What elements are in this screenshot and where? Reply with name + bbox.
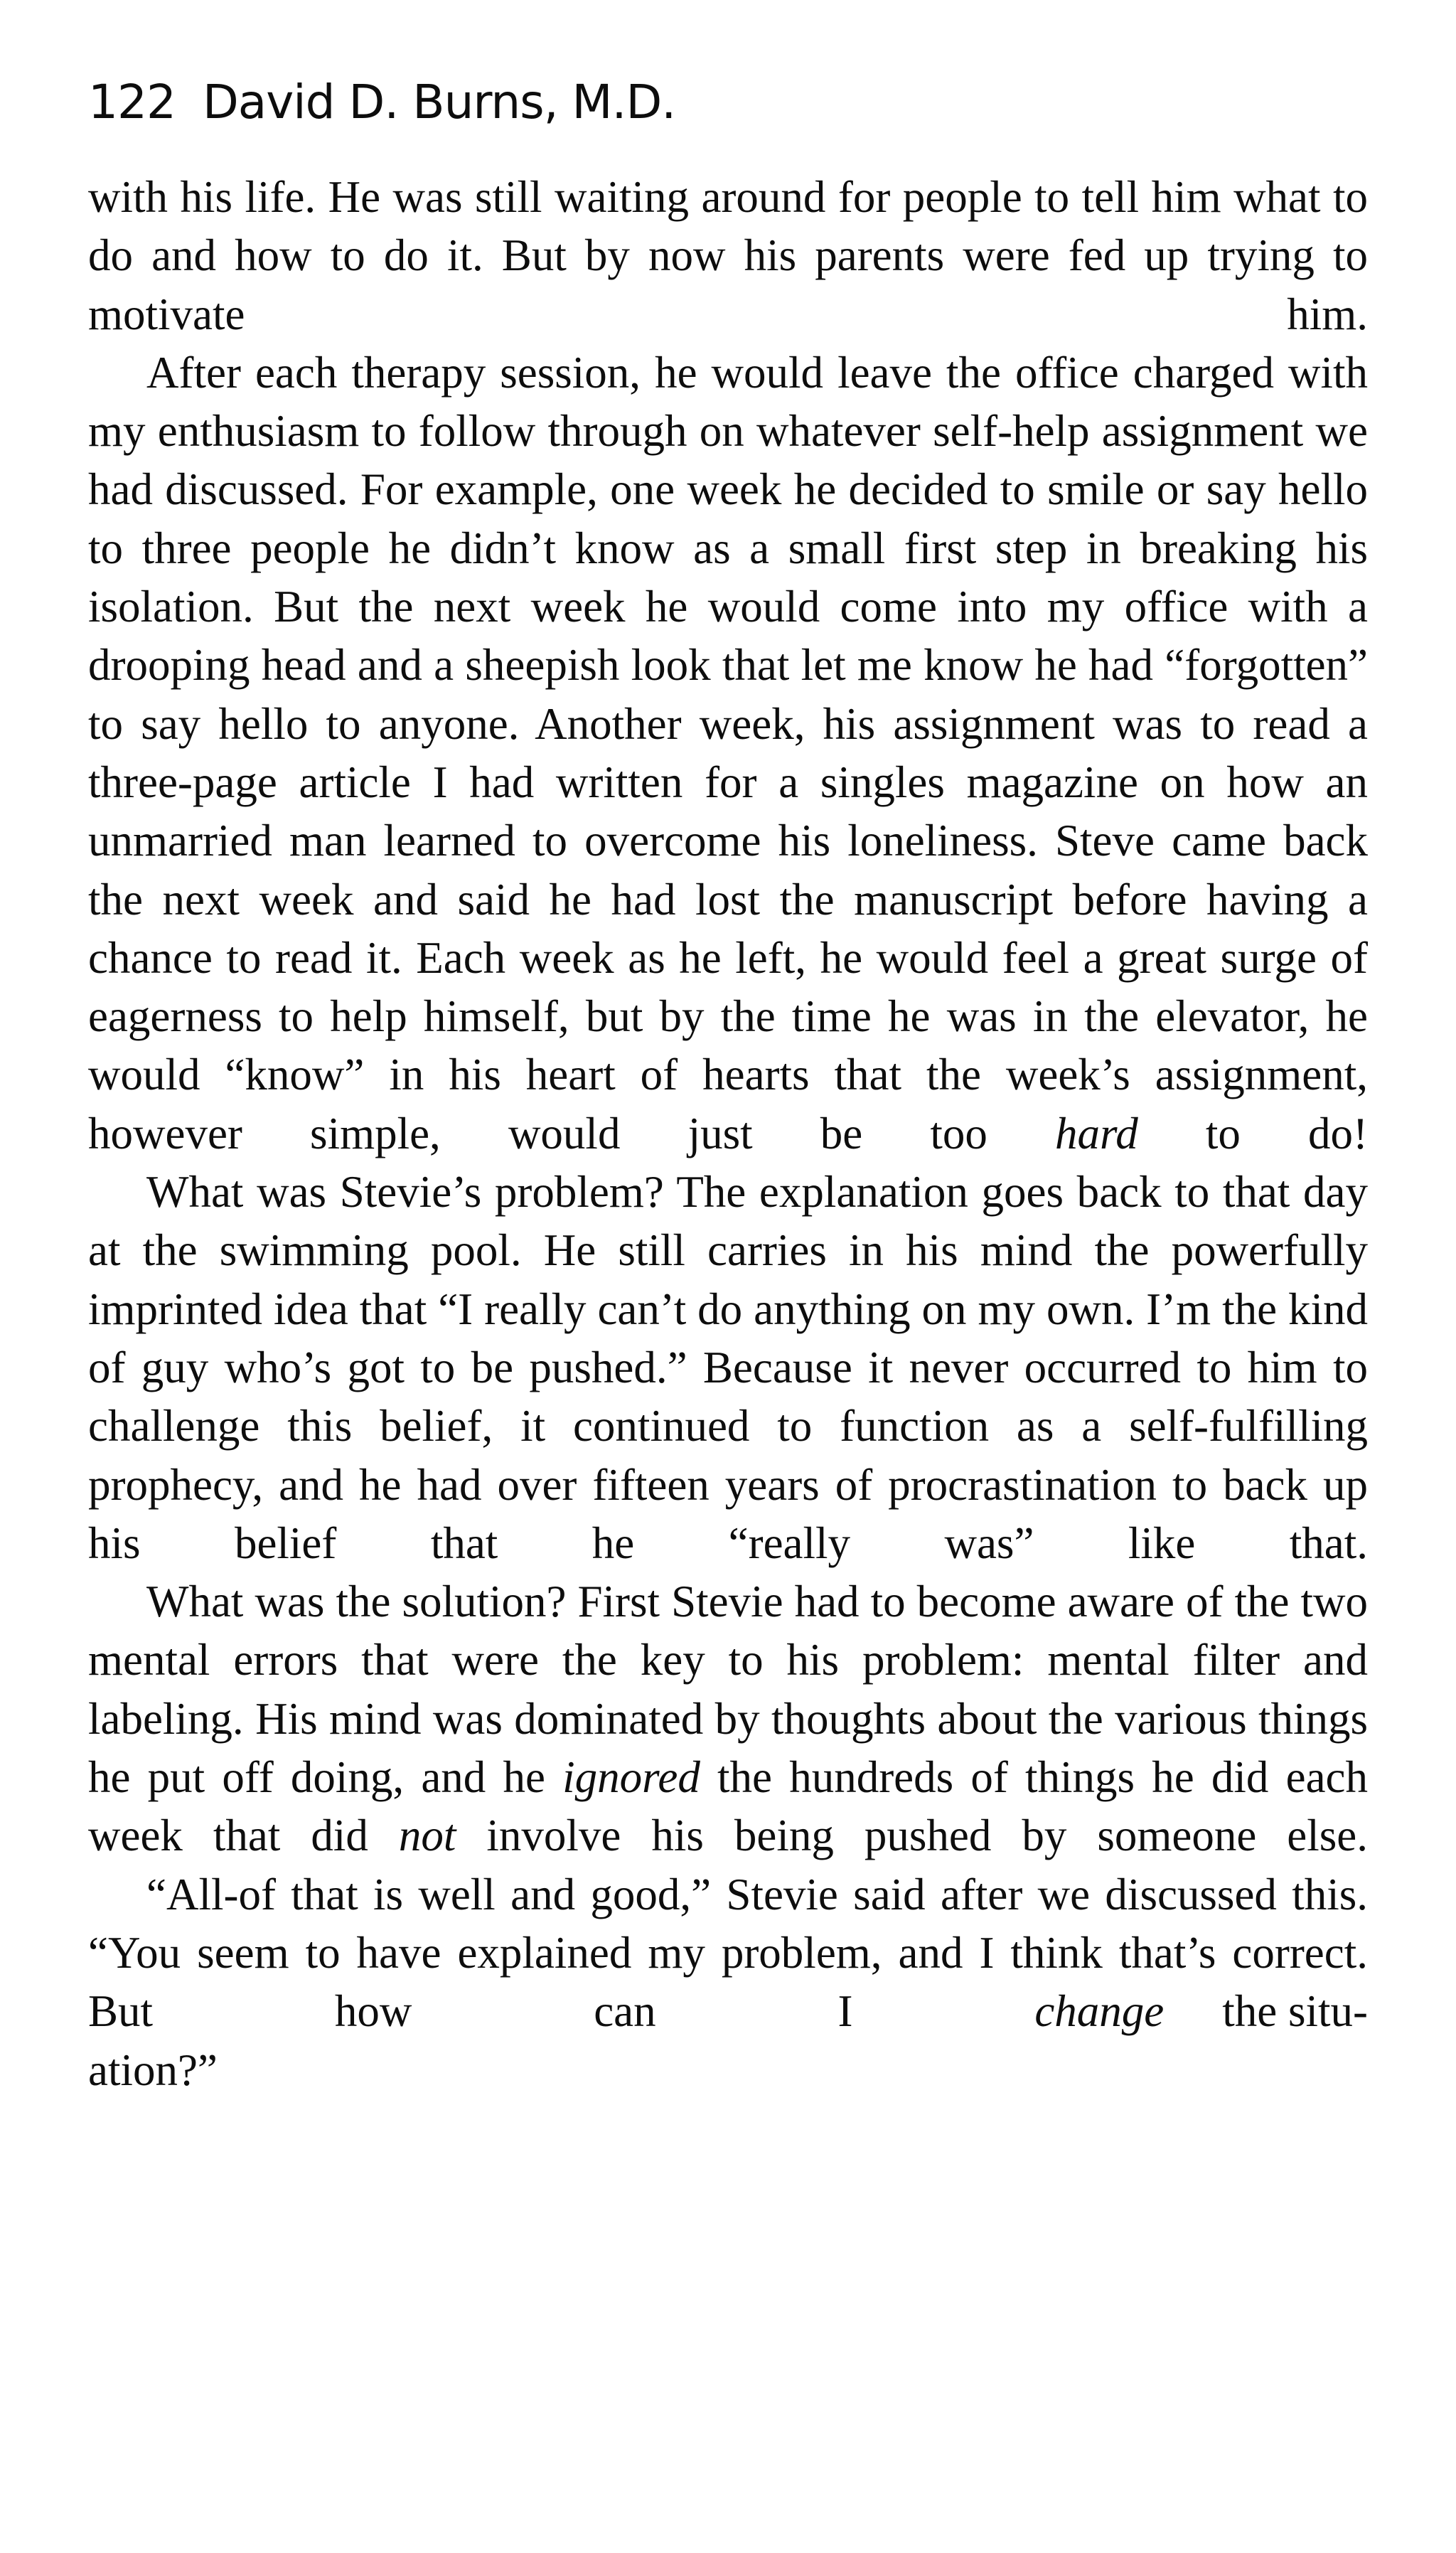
text-run: After each therapy session, he would leave the office charged with my enthusiasm to follow through on whatever self-help assignment we had discussed. For example, one week he decided to smile or say hello to three people he didn’t know as a small first step in breaking his isolation. But the next week he would come into my office with a drooping head and a sheepish look that let me know he had “forgotten” to say hello to anyone. Another week, his assignment was to read a three-page article I had written for a singles magazine on how an unmarried man learned to overcome his loneliness. Steve came back the next week and said he had lost the manuscript before having a chance to read it. Each week as he left, he would feel a great surge of eagerness to help himself, but by the time he was in the elevator, he would “know” in his heart of hearts that the week’s assignment, however simple, would just be too (88, 347, 1368, 1158)
text-run: “All-of that is well and good,” Stevie said after we discussed this. “You seem to have explained my problem, and I think that’s correct. But how can I (88, 1869, 1368, 2037)
text-run: ation?” (88, 2045, 218, 2095)
emphasis: change (1034, 1986, 1165, 2037)
paragraph-5 (88, 1865, 1368, 2041)
paragraph-5-continuation (88, 2041, 1368, 2099)
emphasis: hard (1055, 1108, 1138, 1158)
paragraph-1 (88, 168, 1368, 343)
text-run: the hundreds of things he did each week that did (88, 1752, 1369, 1861)
text-run: the situ- (1222, 1986, 1368, 2037)
page-number: 122 (88, 75, 176, 129)
text-run: to do! (1138, 1108, 1368, 1158)
paragraph-4 (88, 1572, 1368, 1865)
paragraph-3 (88, 1163, 1368, 1572)
running-head-author: David D. Burns, M.D. (202, 75, 676, 129)
emphasis: not (398, 1811, 456, 1861)
text-run: involve his being pushed by someone else. (456, 1811, 1368, 1861)
body-text (88, 168, 1368, 2099)
text-run: with his life. He was still waiting around for people to tell him what to do and how to do it. But by now his parents were fed up trying to motivate him. (88, 172, 1368, 339)
text-run: What was the solution? First Stevie had to become aware of the two mental errors that were the key to his problem: mental filter and labeling. His mind was dominated by thoughts about the various things he put off doing, and he (88, 1577, 1368, 1803)
paragraph-2 (88, 343, 1368, 1163)
text-run: What was Stevie’s problem? The explanation goes back to that day at the swimming pool. He still carries in his mind the powerfully imprinted idea that “I really can’t do anything on my own. I’m the kind of guy who’s got to be pushed.” Because it never occurred to him to challenge this belief, it continued to function as a self-fulfilling prophecy, and he had over fifteen years of procrastination to back up his belief that he “really was” like that. (88, 1167, 1368, 1568)
emphasis: ignored (562, 1752, 700, 1803)
running-head (88, 74, 675, 131)
